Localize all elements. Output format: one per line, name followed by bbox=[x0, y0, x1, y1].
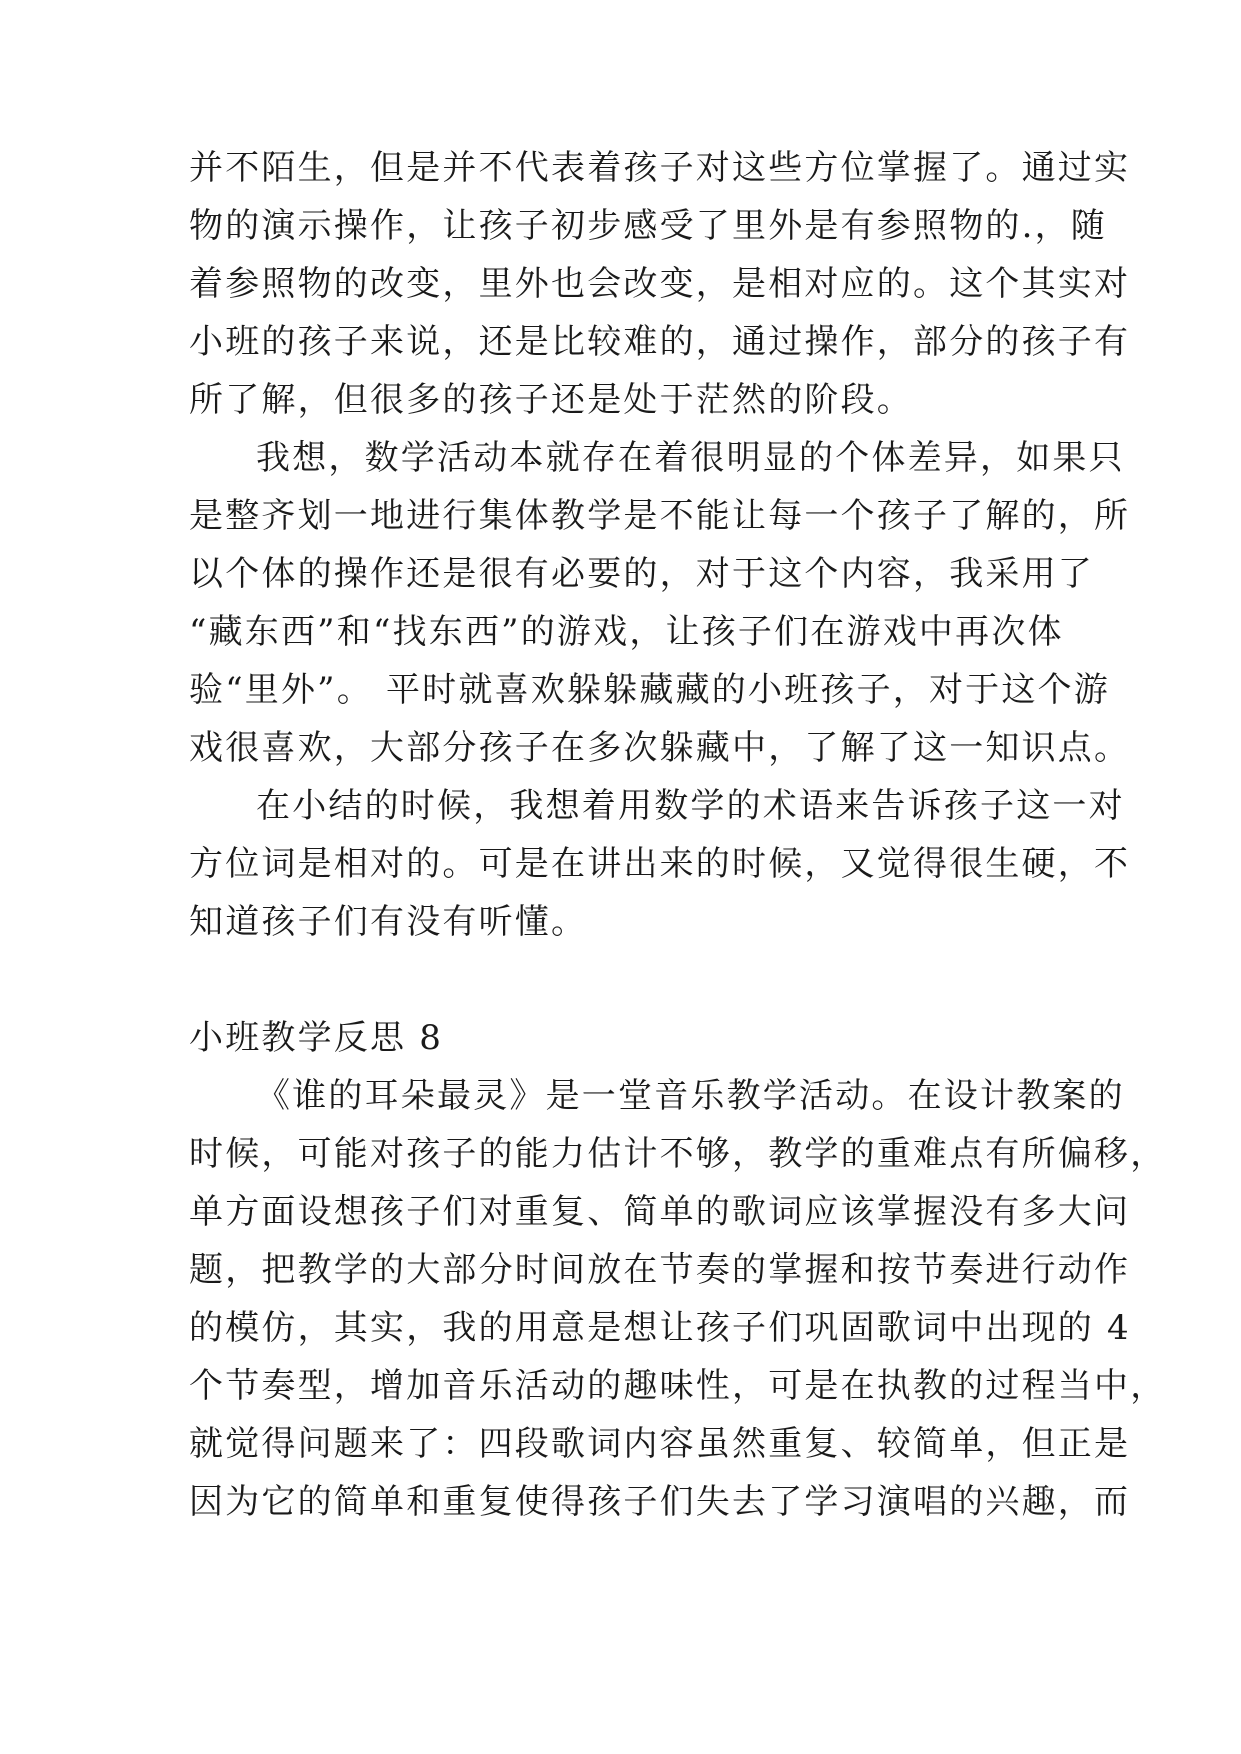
paragraph-4-line-3: 单方面设想孩子们对重复、简单的歌词应该掌握没有多大问 bbox=[189, 1192, 1131, 1232]
paragraph-4-line-2: 时候，可能对孩子的能力估计不够，教学的重难点有所偏移， bbox=[189, 1134, 1167, 1174]
paragraph-3-line-2: 方位词是相对的。可是在讲出来的时候，又觉得很生硬，不 bbox=[189, 844, 1131, 884]
paragraph-4-line-1: 《谁的耳朵最灵》是一堂音乐教学活动。在设计教案的 bbox=[256, 1076, 1125, 1116]
paragraph-2-line-3: 以个体的操作还是很有必要的，对于这个内容，我采用了 bbox=[189, 554, 1094, 594]
section-heading: 小班教学反思 8 bbox=[189, 1018, 444, 1058]
paragraph-1-line-2: 物的演示操作，让孩子初步感受了里外是有参照物的.，随 bbox=[189, 206, 1108, 246]
paragraph-2-line-4: “藏东西”和“找东西”的游戏，让孩子们在游戏中再次体 bbox=[189, 612, 1064, 652]
paragraph-4-line-5: 的模仿，其实，我的用意是想让孩子们巩固歌词中出现的 4 bbox=[189, 1308, 1131, 1348]
paragraph-4-line-7: 就觉得问题来了：四段歌词内容虽然重复、较简单，但正是 bbox=[189, 1424, 1131, 1464]
paragraph-1-line-1: 并不陌生，但是并不代表着孩子对这些方位掌握了。通过实 bbox=[189, 148, 1131, 188]
paragraph-4-line-8: 因为它的简单和重复使得孩子们失去了学习演唱的兴趣，而 bbox=[189, 1482, 1131, 1522]
paragraph-3-line-3: 知道孩子们有没有听懂。 bbox=[189, 902, 588, 942]
paragraph-2-line-6: 戏很喜欢，大部分孩子在多次躲藏中，了解了这一知识点。 bbox=[189, 728, 1131, 768]
paragraph-2-line-5: 验“里外”。 平时就喜欢躲躲藏藏的小班孩子，对于这个游 bbox=[189, 670, 1110, 710]
paragraph-1-line-4: 小班的孩子来说，还是比较难的，通过操作，部分的孩子有 bbox=[189, 322, 1131, 362]
paragraph-1-line-3: 着参照物的改变，里外也会改变，是相对应的。这个其实对 bbox=[189, 264, 1131, 304]
paragraph-2-line-2: 是整齐划一地进行集体教学是不能让每一个孩子了解的，所 bbox=[189, 496, 1131, 536]
paragraph-4-line-4: 题，把教学的大部分时间放在节奏的掌握和按节奏进行动作 bbox=[189, 1250, 1131, 1290]
paragraph-4-line-6: 个节奏型，增加音乐活动的趣味性，可是在执教的过程当中， bbox=[189, 1366, 1167, 1406]
paragraph-2-line-1: 我想，数学活动本就存在着很明显的个体差异，如果只 bbox=[256, 438, 1125, 478]
paragraph-3-line-1: 在小结的时候，我想着用数学的术语来告诉孩子这一对 bbox=[256, 786, 1125, 826]
paragraph-1-line-5: 所了解，但很多的孩子还是处于茫然的阶段。 bbox=[189, 380, 913, 420]
